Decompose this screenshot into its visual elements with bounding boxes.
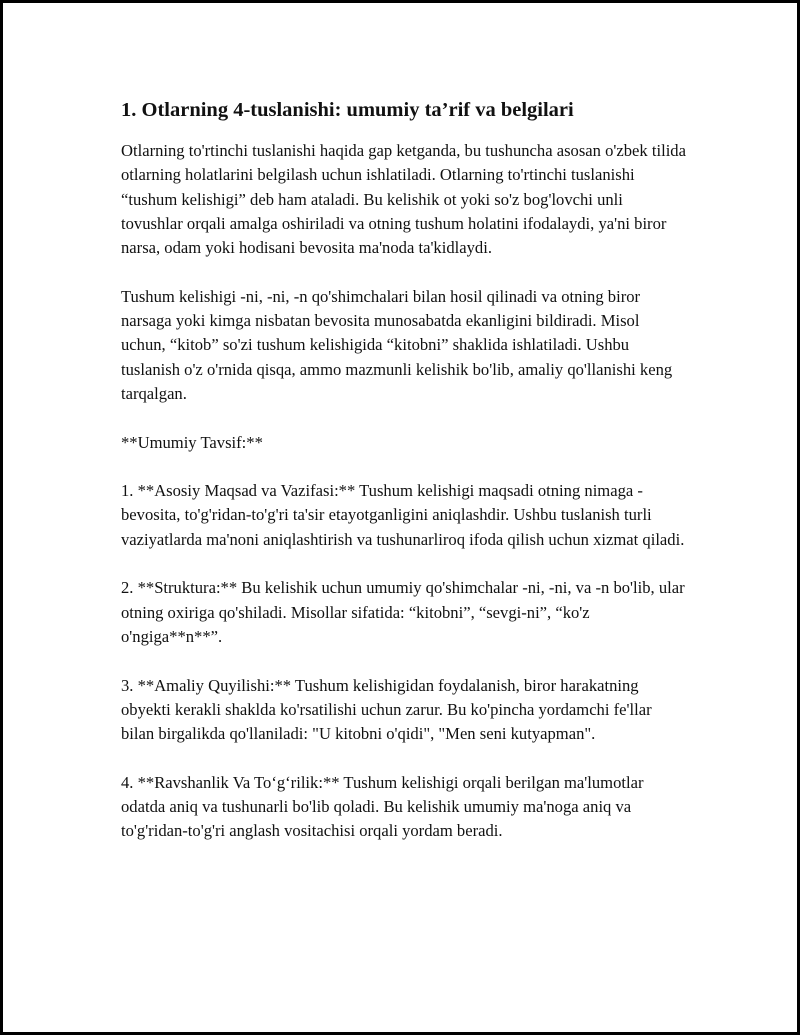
paragraph-gap [121,406,686,430]
paragraph-gap [121,552,686,576]
paragraph-gap [121,746,686,770]
list-item: 2. **Struktura:** Bu kelishik uchun umumiy qo'shimchalar -ni, -ni, va -n bo'lib, ular otning oxiriga qo'shiladi. Misollar sifatida: “kitobni”, “sevgi-ni”, “ko'z o'ngiga**n**”. [121,578,685,646]
page-title: 1. Otlarning 4-tuslanishi: umumiy ta’rif va belgilari [121,99,574,121]
list-item: 3. **Amaliy Quyilishi:** Tushum kelishigidan foydalanish, biror harakatning obyekti kerakli shaklda ko'rsatilishi uchun zarur. Bu ko'pincha yordamchi fe'llar bilan birgalikda qo'llaniladi: "U kitobni o'qidi", "Men seni kutyapman". [121,675,652,744]
list-item: 1. **Asosiy Maqsad va Vazifasi:** Tushum kelishigi maqsadi otning nimaga - bevosita, to'g'ridan-to'g'ri ta'sir etayotganligini aniqlashdir. Ushbu tuslanish turli vaziyatlarda ma'noni aniqlashtirish va tushunarliroq ifoda qilish uchun xizmat qiladi. [121,481,685,549]
paragraph-gap [121,455,686,479]
paragraph-intro: Otlarning to'rtinchi tuslanishi haqida gap ketganda, bu tushuncha asosan o'zbek tilida otlarning holatlarini belgilash uchun ishlatiladi. Otlarning to'rtinchi tuslanishi “tushum kelishigi” deb ham ataladi. Bu kelishik ot yoki so'z bog'lovchi unli tovushlar orqali amalga oshiriladi va otning tushum holatini ifodalaydi, ya'ni biror narsa, odam yoki hodisani bevosita ma'noda ta'kidlaydi. [121,141,686,258]
paragraph-gap [121,260,686,284]
paragraph-definition: Tushum kelishigi -ni, -ni, -n qo'shimchalari bilan hosil qilinadi va otning biror narsaga yoki kimga nisbatan bevosita munosabatda ekanligini bildiradi. Misol uchun, “kitob” so'zi tushum kelishigida “kitobni” shaklida ishlatiladi. Ushbu tuslanish o'z o'rnida qisqa, ammo mazmunli kelishik bo'lib, amaliy qo'llanishi keng tarqalgan. [121,286,673,403]
list-item: 4. **Ravshanlik Va To‘g‘rilik:** Tushum kelishigi orqali berilgan ma'lumotlar odatda aniq va tushunarli bo'lib qoladi. Bu kelishik umumiy ma'noga aniq va to'g'ridan-to'g'ri anglash vositachisi orqali yordam beradi. [121,772,644,841]
paragraph-gap [121,649,686,673]
document-body [121,97,686,844]
section-heading: **Umumiy Tavsif:** [121,432,263,452]
